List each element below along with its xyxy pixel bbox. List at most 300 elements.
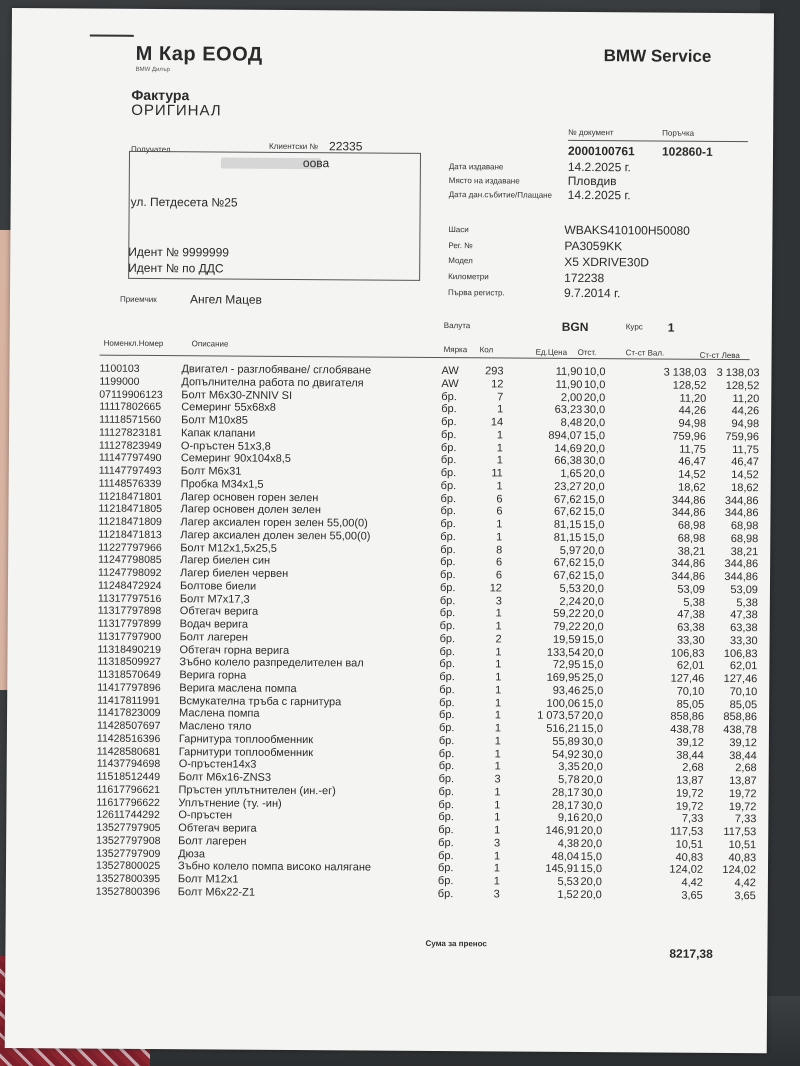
model: X5 XDRIVE30D [564,254,649,270]
rate: 1 [667,320,675,335]
quantity: 1 [496,531,503,544]
value-currency: 759,96 [672,430,707,443]
quantity: 1 [494,735,501,748]
value-currency: 10,51 [675,838,704,851]
unit: бр. [440,441,457,454]
quantity: 12 [491,378,504,391]
unit: бр. [441,390,457,403]
value-currency: 53,09 [677,583,705,596]
quantity: 1 [495,658,502,671]
header-unit: Мярка [443,345,468,355]
km: 172238 [564,270,605,286]
unit: бр. [438,849,454,862]
value-lev: 344,86 [724,570,759,584]
value-currency: 858,86 [670,710,705,724]
description: Лагер биелен син [180,554,271,568]
part-number: 13527800395 [95,872,161,886]
first-reg: 9.7.2014 г. [563,285,621,301]
currency: BGN [561,319,589,335]
value-currency: 11,20 [679,392,707,405]
value-lev: 5,38 [736,596,758,609]
unit: бр. [438,798,454,811]
unit-price: 5,78 [558,773,580,786]
value-lev: 11,20 [732,392,760,405]
quantity: 1 [495,671,502,684]
description: Лагер аксиален горен зелен 55,00(0) [180,516,368,530]
description: О-пръстен 51x3,8 [180,439,271,453]
recipient-vat-ident: Идент № по ДДС [128,260,224,276]
unit-price: 2,24 [559,595,581,608]
value-lev: 94,98 [731,418,760,431]
part-number: 12611744292 [96,808,160,822]
unit: бр. [437,887,454,900]
client-no-label: Клиентски № [269,141,319,152]
unit: бр. [439,696,455,709]
unit: бр. [440,530,456,543]
recipient-label: Получател [130,144,171,155]
quantity: 1 [494,786,501,799]
value-lev: 344,86 [724,507,759,520]
unit-price: 67,62 [553,557,582,570]
unit-price: 169,95 [546,671,581,684]
unit: бр. [439,709,455,722]
value-lev: 3,65 [734,889,756,902]
quantity: 1 [494,722,502,735]
unit: бр. [438,772,455,786]
tax-date: 14.2.2025 г. [567,187,631,203]
unit: бр. [437,874,454,888]
value-currency: 68,98 [677,532,706,545]
value-currency: 94,98 [678,417,707,430]
part-number: 11317797898 [97,604,162,618]
unit: бр. [440,428,457,441]
unit-price: 67,62 [553,569,582,582]
unit: бр. [439,683,455,696]
quantity: 3 [494,837,501,850]
unit-price: 67,62 [553,506,582,519]
discount: 10,0 [583,378,606,391]
description: Болт лагерен [179,630,248,644]
unit: бр. [438,811,454,824]
description: Всмукателна тръба с гарнитура [179,694,342,708]
unit-price: 28,17 [551,786,580,799]
description: Верига маслена помпа [179,681,297,695]
value-lev: 7,33 [734,813,757,826]
value-currency: 127,46 [670,672,705,685]
description: Маслено тяло [178,720,252,733]
description: Гарнитура топлообменник [178,732,314,746]
unit-price: 100,06 [546,697,581,710]
document-type: Фактура [131,86,190,104]
discount: 25,0 [581,684,604,697]
value-lev: 39,12 [729,736,757,749]
value-currency: 106,83 [670,647,705,660]
part-number: 11148576339 [98,477,162,490]
unit: бр. [439,581,456,594]
discount: 20,0 [582,608,604,621]
value-lev: 70,10 [729,685,758,698]
discount: 30,0 [583,455,605,468]
reg-no: PA3059KK [564,238,623,254]
quantity: 1 [496,518,503,531]
description: Лагер основен долен зелен [180,503,321,517]
unit-price: 93,46 [552,684,581,697]
chassis: WBAKS410100H50080 [564,222,690,238]
unit-price: 1 073,57 [537,709,581,723]
description: Семеринг 90x104x8,5 [180,452,291,466]
value-currency: 438,78 [670,723,705,736]
quantity: 1 [496,454,503,467]
unit: бр. [439,645,456,658]
value-currency: 63,38 [677,621,705,634]
unit: бр. [440,492,457,505]
value-lev: 858,86 [723,711,758,724]
discount: 20,0 [583,480,605,493]
rate-label: Курс [625,322,643,332]
part-number: 11617796621 [96,783,161,796]
quantity: 1 [496,441,503,454]
doc-no-label: № документ [568,127,614,138]
unit-price: 79,22 [553,620,581,633]
discount: 15,0 [580,850,603,863]
part-number: 13527797905 [96,821,161,835]
description: Капак клапани [180,426,256,440]
unit: бр. [439,620,456,633]
value-lev: 40,83 [728,851,757,864]
description: Пръстен уплътнителен (ин.-ег) [178,783,336,798]
description: Верига горна [179,669,247,682]
value-currency: 44,26 [678,404,707,418]
value-lev: 14,52 [731,469,759,482]
part-number: 11218471813 [98,528,162,541]
unit-price: 146,91 [545,824,580,837]
receiver-label: Приемчик [119,294,157,305]
invoice-paper [5,8,774,1053]
value-lev: 33,30 [730,634,758,647]
header-description: Описание [191,339,229,349]
unit: бр. [437,862,454,875]
value-lev: 46,47 [731,456,759,469]
description: Болт M6x30-ZNNIV SI [181,388,293,402]
quantity: 7 [497,390,504,403]
unit-price: 19,59 [553,633,581,646]
carry-total-label: Сума за пренос [425,938,487,949]
issue-place: Пловдив [567,173,617,189]
unit: бр. [438,734,455,747]
value-currency: 18,62 [678,481,706,494]
value-currency: 33,30 [677,634,705,647]
quantity: 1 [495,645,502,658]
unit-price: 2,00 [560,391,583,404]
header-value-lev: Ст-ст Лева [699,350,740,361]
unit-price: 3,35 [558,761,580,774]
description: Двигател - разглобяване/ сглобяване [181,363,372,377]
unit: бр. [440,518,456,531]
quantity: 3 [493,888,500,901]
part-number: 11247798085 [98,553,162,567]
quantity: 6 [495,569,503,582]
discount: 15,0 [582,633,604,646]
description: Болт M12x1 [177,873,239,886]
discount: 20,0 [580,875,602,889]
header-qty: Кол [479,345,494,355]
part-number: 11127823181 [98,426,162,439]
value-lev: 13,87 [729,775,757,788]
description: Дюза [178,847,206,860]
unit-price: 48,04 [551,850,580,863]
value-lev: 53,09 [730,583,758,596]
part-number: 11117802665 [99,400,162,414]
unit: бр. [439,658,455,671]
discount: 15,0 [582,557,605,570]
quantity: 1 [494,811,501,824]
reg-no-label: Рег. № [448,241,473,251]
part-number: 11318570649 [97,668,161,682]
description: Зъбно колело разпределителен вал [179,656,364,670]
value-currency: 4,42 [681,876,703,889]
unit-price: 81,15 [553,531,582,544]
part-number: 11417823009 [97,706,161,720]
value-lev: 19,72 [728,787,757,800]
unit-price: 4,38 [557,837,580,850]
unit-price: 145,91 [545,862,580,876]
part-number: 11428507697 [96,719,161,733]
value-currency: 344,86 [671,506,706,520]
first-reg-label: Първа регистр. [447,288,505,298]
discount: 15,0 [582,531,605,544]
description: Болт M7x17,3 [179,592,250,606]
unit-price: 1,52 [557,888,579,901]
part-number: 11417811991 [97,694,160,707]
issue-date: 14.2.2025 г. [567,159,631,175]
value-lev: 117,53 [723,825,757,839]
quantity: 1 [494,760,501,773]
carry-total: 8217,38 [669,946,713,961]
header-part-no: Номенкл.Номер [103,338,164,349]
unit: бр. [438,721,455,735]
discount: 15,0 [583,493,605,506]
model-label: Модел [448,256,473,266]
unit: бр. [440,479,457,492]
header-value-currency: Ст-ст Вал. [625,348,665,358]
value-currency: 70,10 [676,685,705,698]
unit: AW [441,377,459,390]
value-currency: 117,53 [670,825,704,838]
quantity: 1 [494,709,502,722]
part-number: 11218471809 [98,515,162,529]
discount: 30,0 [581,735,603,748]
quantity: 1 [493,875,500,888]
document-copy: ОРИГИНАЛ [131,101,222,120]
value-currency: 14,52 [678,468,706,481]
value-currency: 124,02 [669,863,704,877]
unit: бр. [440,454,457,467]
value-lev: 68,98 [730,520,759,533]
doc-number: 2000100761 [567,143,635,159]
discount: 30,0 [581,786,603,799]
unit-price: 516,21 [546,722,581,735]
description: Зъбно колело помпа високо налягане [177,860,372,874]
discount: 20,0 [580,888,602,901]
recipient-address: ул. Петдесета №25 [130,194,238,210]
unit: бр. [438,747,455,760]
part-number: 11218471801 [98,490,163,503]
value-currency: 7,33 [681,812,704,826]
description: О-пръстен [178,809,233,822]
unit: бр. [439,594,456,607]
part-number: 11248472924 [97,579,162,592]
part-number: 11317797516 [97,592,162,605]
quantity: 1 [497,403,504,416]
unit-price: 8,48 [560,416,583,429]
unit: бр. [438,785,455,798]
discount: 15,0 [580,863,603,876]
value-lev: 47,38 [730,609,758,622]
unit: AW [441,365,459,378]
discount: 15,0 [582,569,605,583]
unit: бр. [438,760,455,773]
part-number: 13527797909 [96,847,161,860]
discount: 20,0 [582,544,605,557]
header-unit-price: Ед.Цена [535,347,568,357]
value-lev: 38,44 [729,749,757,762]
quantity: 1 [494,747,501,760]
unit-price: 63,23 [554,404,583,417]
quantity: 1 [495,620,502,633]
value-lev: 62,01 [729,660,758,673]
description: Болт M12x1,5x25,5 [180,541,277,555]
discount: 20,0 [581,773,603,787]
value-lev: 759,96 [725,430,760,443]
company-name: М Кар ЕООД [135,42,263,66]
value-currency: 38,21 [677,545,706,558]
discount: 15,0 [581,722,604,736]
description: О-пръстен14x3 [178,758,257,771]
value-lev: 2,68 [735,762,757,775]
part-number: 13527797908 [96,834,161,847]
quantity: 1 [496,480,503,493]
part-number: 13527800025 [95,859,161,873]
discount: 30,0 [581,748,603,761]
value-currency: 47,38 [677,608,705,622]
discount: 15,0 [583,506,605,519]
discount: 20,0 [581,710,604,723]
discount: 30,0 [583,404,606,417]
unit-price: 54,92 [552,748,580,761]
unit-price: 894,07 [548,429,583,442]
value-lev: 44,26 [731,405,760,418]
doc-rule [568,140,748,142]
part-number: 11247798092 [98,566,162,580]
discount: 20,0 [583,417,606,430]
part-number: 11428580681 [96,745,161,758]
description: Семеринг 55x68x8 [181,401,277,415]
header-discount: Отст. [577,347,597,358]
unit: бр. [439,670,455,684]
issue-place-label: Място на издаване [448,176,520,186]
unit-price: 133,54 [546,646,581,659]
quantity: 12 [489,582,503,595]
description: Лагер аксиален долен зелен 55,00(0) [180,528,371,543]
value-lev: 19,72 [728,800,757,813]
tax-date-label: Дата дан.събитие/Плащане [448,190,553,200]
quantity: 14 [490,416,504,429]
quantity: 11 [491,467,503,480]
quantity: 1 [494,824,501,837]
order-number: 102860-1 [661,144,713,159]
issue-date-label: Дата издаване [448,162,504,172]
value-lev: 438,78 [723,723,758,737]
value-lev: 38,21 [730,545,759,558]
unit: бр. [438,823,454,837]
discount: 20,0 [582,582,605,595]
chassis-label: Шаси [448,225,469,235]
part-number: 11118571560 [99,413,162,427]
unit-price: 72,95 [552,659,581,672]
unit-price: 81,15 [553,518,582,531]
discount: 20,0 [581,761,603,774]
description: Лагер биелен червен [180,567,289,580]
discount: 20,0 [583,442,605,455]
description: Маслена помпа [179,707,260,720]
value-lev: 106,83 [723,647,758,660]
brand-title: BMW Service [603,46,712,66]
quantity: 1 [496,429,504,442]
quantity: 8 [496,543,503,556]
part-number: 11218471805 [98,502,163,516]
unit: бр. [441,416,457,429]
unit-price: 11,90 [555,365,583,378]
description: Лагер основен горен зелен [180,490,319,504]
description: Обтегач верига [179,605,259,618]
value-currency: 68,98 [677,519,706,532]
quantity: 6 [495,556,503,569]
part-number: 11428516396 [96,732,161,745]
unit-price: 14,69 [554,442,582,455]
value-lev: 4,42 [734,877,756,890]
value-lev: 85,05 [729,698,758,711]
description: Водач верига [179,618,249,631]
value-currency: 11,75 [679,443,706,456]
quantity: 3 [495,594,502,607]
part-number: 13527800396 [95,885,161,898]
unit-price: 55,89 [552,735,580,748]
value-currency: 3 138,03 [663,366,707,379]
unit: бр. [438,836,454,849]
km-label: Километри [448,272,489,282]
recipient-name-suffix: оова [302,156,330,171]
value-lev: 11,75 [732,443,759,456]
client-no: 22335 [328,139,363,154]
unit-price: 5,53 [557,875,579,888]
discount: 15,0 [583,429,606,442]
description: Уплътнение (ту. -ин) [178,796,282,810]
value-currency: 344,86 [671,570,706,583]
value-currency: 344,86 [671,557,706,571]
description: Обтегач горна верига [179,643,290,657]
part-number: 11318509927 [97,655,161,669]
description: Болтове биели [179,579,257,593]
unit-price: 67,62 [554,493,582,506]
quantity: 1 [495,684,502,697]
value-currency: 38,44 [676,749,704,762]
discount: 15,0 [581,659,604,672]
description: Болт M6x22-Z1 [177,885,255,899]
description: Гарнитури топлообменник [178,745,314,759]
discount: 20,0 [583,468,605,481]
unit: бр. [441,403,457,416]
part-number: 11318490219 [97,643,162,656]
